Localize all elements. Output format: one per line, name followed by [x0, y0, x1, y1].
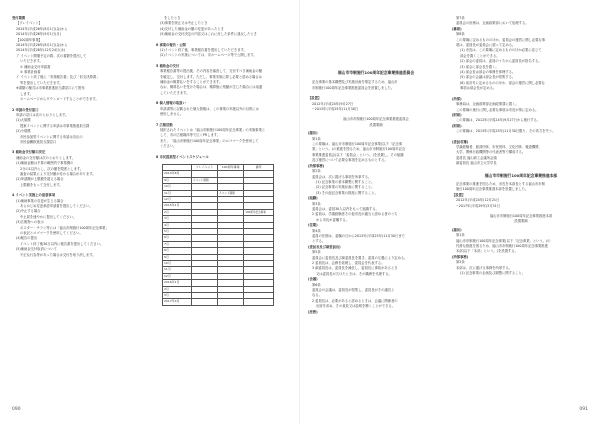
- schedule-cell: イベント期間: [218, 190, 244, 196]
- text-line: 市民参加型イベントに関する申請は各区の: [20, 134, 83, 139]
- text-line: あらかじめ変更承認申請書を提出してください。: [20, 204, 93, 208]
- text-line: (5)補助金交付取消について: [16, 247, 57, 252]
- text-line: 本部(以下「本部」という。)を設置する。: [456, 249, 518, 254]
- schedule-cell: [192, 299, 218, 305]
- text-line: 福山市市制施行100周年記念事業(以下「記念事業」という。)の: [456, 238, 551, 243]
- text-line: 採択されたイベントは「福山市制施行100周年記念事業」の実施事業と: [160, 127, 266, 132]
- text-line: 上限額をもって交付します。: [20, 182, 63, 187]
- schedule-month: 2014年8月: [163, 171, 192, 177]
- headquarters-body: [452, 182, 590, 209]
- left-column-2: [156, 16, 294, 306]
- headquarters-rules: [452, 228, 590, 277]
- text-line: 施行100周年記念事業推進本部を設置しました。: [456, 187, 529, 192]
- text-line: ポスター・チラシ等には「福山市制施行100周年記念事業」: [20, 225, 109, 230]
- text-line: (2) 部会の委員は、委員のうちから委員長が指名する。: [460, 59, 542, 64]
- schedule-month: 2016年1月: [163, 280, 192, 286]
- text-line: ② 事業計画書: [20, 70, 41, 75]
- text-line: 【プレイベント】: [16, 21, 43, 26]
- text-line: から市長が委嘱する。: [316, 217, 349, 222]
- text-line: (1)大規模: [16, 118, 31, 123]
- text-line: 第2条: [312, 169, 321, 174]
- text-line: (1)補助金額は予算の範囲内で事業費の: [16, 161, 74, 166]
- text-line: 【100周年事業】: [16, 37, 43, 42]
- text-line: 2分の1以内とし、次の額を限度とします。: [20, 166, 84, 171]
- schedule-month: 3月: [163, 216, 192, 222]
- text-line: (所掌): [452, 96, 462, 101]
- text-line: イ イベント終了後に「実施報告書」及び「収支決算書」: [16, 75, 100, 80]
- text-line: 等を提出していただきます。: [20, 80, 63, 85]
- text-line: 不正な行為等があった場合は交付を取り消します。: [20, 252, 96, 257]
- text-line: 2014年(平成26年)12月24日(水): [16, 48, 66, 53]
- text-line: とする。: [312, 239, 326, 244]
- text-line: (1)イベント終了後、事業報告書を提出していただきます。: [160, 48, 247, 53]
- text-line: なる。: [312, 293, 322, 298]
- text-line: (5)補助金の交付決定の内容又はこれに付した条件に違反したとき: [160, 32, 257, 37]
- text-line: (所掌事務): [452, 254, 469, 259]
- text-line: (1)補助事業の変更が生じる場合: [16, 198, 64, 203]
- text-line: 2014年(平成26年)8月1日(金)から: [16, 43, 68, 48]
- text-line: 中止届を速やかに提出してください。: [20, 214, 77, 219]
- text-line: 【設置】: [308, 96, 322, 101]
- text-line: 3 副委員長は、委員長を補佐し、委員長に事故があるとき: [312, 266, 398, 271]
- text-line: 2 委員長は、必要があると認めるときは、会議に関係者の: [312, 298, 398, 303]
- text-line: 又は委員長が欠けたときは、その職務を代理する。: [316, 271, 392, 276]
- text-line: (4)交付した補助金の額の変更があったとき: [160, 26, 224, 31]
- schedule-month: 9月: [163, 177, 192, 183]
- headquarters-rules-title: 福山市市制施行100周年記念事業推進本部: [489, 214, 553, 218]
- text-line: 委員会の庶務は、企画政策部において処理する。: [456, 21, 529, 26]
- text-line: 補助金の交付額は次のとおりとします。: [16, 155, 76, 160]
- text-line: ホームページからダウンロードすることができます。: [20, 97, 99, 102]
- text-line: 3 補助金交付額の決定: [12, 150, 46, 155]
- text-line: 委員会は、次に掲げる事項を所掌する。: [312, 174, 372, 179]
- text-line: (庶務): [308, 309, 318, 314]
- headquarters-rules-subtitle: 設置要綱: [514, 219, 528, 224]
- text-line: 2 委員は、学識経験者その他市長が適当と認める者のうち: [312, 212, 398, 217]
- text-line: 2 申請の受付窓口: [12, 107, 39, 112]
- text-line: 事業報告書等の提出後、その内容を審査して、交付すべき補助金の額: [160, 69, 263, 74]
- text-line: ※書類の様式は市事業推進担当課窓口にて配布: [16, 86, 85, 91]
- text-line: 第6条: [312, 282, 321, 287]
- text-line: この要綱の施行に関し必要な事項は市長が別に定める。: [456, 107, 539, 112]
- text-line: (4) 部会長は部会の事務を掌理する。: [460, 70, 516, 75]
- text-line: この要綱は、福山市市制施行100周年記念事業(以下「記念事: [312, 142, 403, 147]
- schedule-month: 2015年1月: [163, 203, 192, 209]
- text-line: (2)申請額が上限額を超える場合: [16, 177, 64, 182]
- text-line: 項は、委員長が委員会に諮って定める。: [456, 43, 516, 48]
- text-line: 第3条: [312, 201, 321, 206]
- text-line: 5 補助金の交付: [156, 63, 180, 68]
- schedule-month: 5月: [163, 229, 192, 235]
- text-line: 2012年(平成24年)12月21日: [456, 198, 500, 203]
- schedule-month: 7月: [163, 241, 192, 247]
- text-line: 申請の窓口は次のとおりとします。: [16, 112, 69, 117]
- text-line: (3)広報物への表示: [16, 220, 44, 225]
- text-line: (3) その他記念事業の推進に関すること。: [316, 190, 378, 195]
- text-line: 7 広報活動: [156, 122, 173, 127]
- text-line: (4)報告の提出: [16, 236, 38, 241]
- schedule-month: 4月: [163, 222, 192, 228]
- text-line: (2)小規模: [16, 129, 31, 134]
- text-line: を確定し、交付します。ただし、事業実施に際し必要と認める場合は: [160, 74, 262, 79]
- text-line: イベント終了後30日以内に報告書を提出してください。: [20, 241, 104, 246]
- page-number-left: 090: [12, 407, 21, 412]
- committee-body: [308, 80, 444, 112]
- right-column-1: [308, 70, 444, 315]
- text-line: 2014年(平成26年)8月1日(金)から: [16, 26, 68, 31]
- text-line: 第4条: [312, 228, 321, 233]
- text-line: 6 事業の報告・公開: [156, 42, 186, 47]
- text-line: 業」という。)の推進を図るため、福山市市制施行100周年記念: [312, 147, 406, 152]
- text-line: 事項は部会長が定める。: [460, 86, 497, 91]
- schedule-cell: [244, 299, 274, 305]
- text-line: 第1条: [312, 136, 321, 141]
- schedule-header-cell: 100周年事業: [218, 164, 244, 170]
- schedule-month: 10月: [163, 184, 192, 190]
- committee-rules-title: 福山市市制施行100周年記念事業推進委員会: [343, 117, 409, 122]
- schedule-month: 9月: [163, 254, 192, 260]
- text-line: 委員会は、委員30人以内をもって組織する。: [312, 206, 379, 211]
- text-line: 市制施行100周年記念事業推進委員会を設置しました。: [312, 85, 395, 90]
- text-line: 及び運営について必要な事項を定めるものとする。: [312, 158, 388, 163]
- text-line: (委員名簿): [452, 139, 469, 144]
- text-line: ください。: [160, 144, 177, 149]
- text-line: 第1条: [456, 233, 465, 238]
- text-line: 第2条: [456, 260, 465, 265]
- schedule-cell: 100周年記念事業: [244, 209, 274, 215]
- text-line: 第8条: [456, 32, 465, 37]
- schedule-month: 2017年3月: [163, 299, 192, 305]
- schedule-month: 12月: [163, 273, 192, 279]
- headquarters-title: 福山市市制施行100周年記念事業推進本部: [484, 172, 558, 178]
- schedule-month: 11月: [163, 267, 192, 273]
- schedule-month: 3月: [163, 293, 192, 299]
- text-line: 申請書等に記載された個人情報は、この事業の実施以外の目的には: [160, 106, 259, 111]
- committee-rules: [308, 131, 444, 315]
- text-line: していただきます。: [160, 90, 190, 95]
- text-line: 8 市民提案型イベントスケジュール: [156, 154, 209, 159]
- text-line: (任期): [308, 223, 318, 228]
- schedule-month: 6月: [163, 235, 192, 241]
- text-line: (1) 市長は、この要綱に定めるもののほか必要に応じて: [460, 48, 542, 53]
- text-line: ~2017年(平成29年)3月31日: [456, 203, 500, 208]
- column-2-text: [156, 16, 294, 160]
- text-line: (所掌事務): [308, 163, 325, 168]
- text-line: 学識経験者、経済団体、市民団体、文化団体、報道機関、: [456, 144, 542, 149]
- right-page: [300, 0, 600, 424]
- text-line: (1) 記念事業の基本構想に関すること。: [316, 179, 375, 184]
- text-line: 補助金の概算払いをすることができます。: [160, 80, 223, 85]
- column-4-top: [452, 16, 590, 167]
- text-line: (2)中止する場合: [16, 209, 41, 214]
- text-line: します。: [20, 91, 33, 96]
- committee-rules-subtitle: 設置要綱: [369, 122, 383, 127]
- text-line: 受付期間: [12, 16, 26, 20]
- schedule-header-cell: 備考: [244, 164, 274, 170]
- text-line: 【設置】: [452, 192, 466, 197]
- text-line: 2014年(平成26年)9月1日(月): [16, 32, 62, 37]
- text-line: ア イベント開催予定の際、次の書類を提出して: [16, 53, 87, 58]
- text-line: この要綱は、2012年(平成24年)9月27日から施行する。: [456, 118, 541, 123]
- left-column-1: [12, 16, 150, 258]
- text-line: 2012年(平成24年)9月27日: [312, 101, 354, 106]
- text-line: (会議): [308, 277, 318, 282]
- text-line: 円滑な推進を図るため、福山市市制施行100周年記念事業推進: [456, 244, 548, 249]
- schedule-month: 12月: [163, 196, 192, 202]
- text-line: (5) 部会の会議は部会長が招集する。: [460, 75, 516, 80]
- schedule-month: 10月: [163, 261, 192, 267]
- page-number-right: 091: [579, 407, 588, 412]
- committee-title: 福山市市制施行100周年記念事業推進委員会: [337, 70, 415, 75]
- schedule-row: [163, 299, 274, 305]
- text-line: 委員会に委員長及び副委員長を置き、委員の互選により定める。: [312, 255, 408, 260]
- right-column-2: [452, 16, 590, 276]
- text-line: 事業推進委員会(以下「委員会」という。)を設置し、その組織: [312, 152, 404, 157]
- text-line: (3)事業を廃止又は中止したとき: [160, 21, 208, 26]
- text-line: なお、概算払いを受けた場合は、精算後に残額が生じた場合には返還: [160, 85, 263, 90]
- text-line: 記念事業の推進を図るため、市長を本部長とする福山市市制: [456, 181, 545, 186]
- text-line: (附則): [452, 123, 462, 128]
- text-line: 第5条: [312, 250, 321, 255]
- text-line: (附則): [452, 112, 462, 117]
- event-schedule-table: [162, 164, 274, 306]
- text-line: (趣旨): [452, 227, 462, 232]
- text-line: (6) 前各号に定めるもののほか、部会の運営に関し必要な: [460, 80, 545, 85]
- text-line: 使用しません。: [160, 112, 184, 117]
- text-line: の表記とロゴマークを使用してください。: [20, 231, 83, 236]
- text-line: (1) 記念事業の企画及び調整に関すること。: [460, 271, 526, 276]
- text-line: ① 補助金交付申請書: [20, 64, 51, 69]
- text-line: (雑則): [452, 26, 462, 31]
- text-line: 大学、関係行政機関等の代表者等で構成する。: [456, 150, 526, 155]
- text-line: (2) 記念事業の実施計画に関すること。: [316, 185, 375, 190]
- text-line: 委員会の会議は、委員長が招集し、委員長がその議長と: [312, 288, 395, 293]
- text-line: (組織): [308, 196, 318, 201]
- schedule-month: 11月: [163, 190, 192, 196]
- text-line: いただきます。: [20, 59, 43, 64]
- schedule-month: 2月: [163, 209, 192, 215]
- text-line: 2 委員長は、会務を総理し、委員会を代表する。: [312, 261, 385, 265]
- schedule-month: 2月: [163, 286, 192, 292]
- schedule-month: 8月: [163, 248, 192, 254]
- text-line: 4 イベント実施上の留意事項: [12, 193, 56, 198]
- text-line: 審査の結果により交付額が変わる場合があります。: [20, 171, 96, 176]
- schedule-cell: [218, 299, 244, 305]
- text-line: 副委員長 福山市立大学学長: [456, 161, 497, 166]
- text-line: (委員長及び副委員長): [308, 244, 341, 249]
- schedule-header-cell: プレイベント: [192, 164, 218, 170]
- text-line: をしたとき: [164, 16, 181, 20]
- text-line: 委員の任期は、委嘱の日から2013年(平成25年)11月30日まで: [312, 233, 405, 238]
- text-line: (3) 部会に部会長を置く。: [460, 64, 499, 69]
- text-line: 提案イベントに関する申請は市事業推進担当課: [20, 123, 90, 128]
- text-line: 出席を求め、その意見又は説明を聴くことができる。: [316, 304, 395, 309]
- text-line: 市民協働推進担当課窓口: [20, 139, 57, 144]
- text-line: 本部は、次に掲げる事務を所掌する。: [456, 265, 513, 270]
- text-line: 部会を置くことができる。: [460, 53, 500, 58]
- text-line: 委員長 福山商工会議所会頭: [456, 155, 497, 160]
- text-line: ~2013年(平成25年)11月30日: [312, 107, 359, 112]
- text-line: (2)イベントの実施については、市ホームページ等で公開します。: [160, 53, 257, 58]
- text-line: 6 個人情報の取扱い: [156, 101, 186, 106]
- schedule-cell: イベント期間: [192, 177, 218, 183]
- text-line: して、市の広報媒体等で広くPRします。: [160, 133, 220, 138]
- text-line: 事務局は、企画政策部企画政策課に置く。: [456, 102, 519, 107]
- text-line: この要綱は、2013年(平成25年)11月30日限り、その効力を失う。: [456, 129, 556, 134]
- text-line: また、「福山市制施行100周年記念事業」のロゴマークを使用して: [160, 138, 259, 143]
- text-line: この要綱に定めるもののほか、委員会の運営に関し必要な事: [456, 37, 546, 42]
- text-line: (趣旨): [308, 131, 318, 136]
- text-line: 第7条: [456, 16, 465, 20]
- text-line: 記念事業の基本構想及び実施計画を策定するため、福山市: [312, 80, 398, 85]
